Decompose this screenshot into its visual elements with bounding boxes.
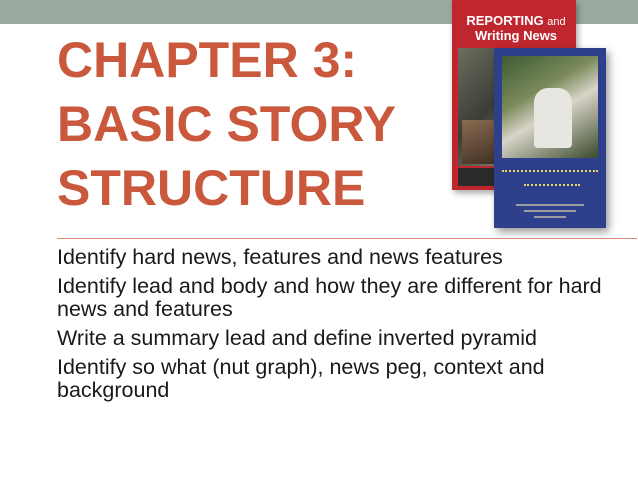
book-title-and: and <box>547 16 566 28</box>
slide-title <box>57 28 457 220</box>
bullet-list <box>57 246 632 408</box>
title-line-1: CHAPTER 3: <box>57 32 358 88</box>
book-cover-title <box>460 14 572 43</box>
title-line-3: STRUCTURE <box>57 160 366 216</box>
book-title-writing-news: Writing News <box>474 28 558 43</box>
title-divider <box>57 238 637 239</box>
bullet-item: Write a summary lead and define inverted pyramid <box>57 326 537 350</box>
bullet-item: Identify hard news, features and news features <box>57 245 503 269</box>
book-cover-publisher-line <box>534 216 566 218</box>
book-cover-publisher-line <box>516 204 584 206</box>
title-line-2: BASIC STORY <box>57 96 396 152</box>
book-cover-script-title <box>502 170 598 178</box>
book-title-reporting: REPORTING <box>466 13 544 28</box>
book-cover-figure <box>534 88 572 148</box>
bullet-item: Identify lead and body and how they are different for hard news and features <box>57 274 602 321</box>
book-cover-publisher-line <box>524 210 576 212</box>
book-cover-script-subtitle <box>524 184 580 192</box>
book-cover-burmese <box>494 48 606 228</box>
bullet-item: Identify so what (nut graph), news peg, context and background <box>57 355 545 402</box>
